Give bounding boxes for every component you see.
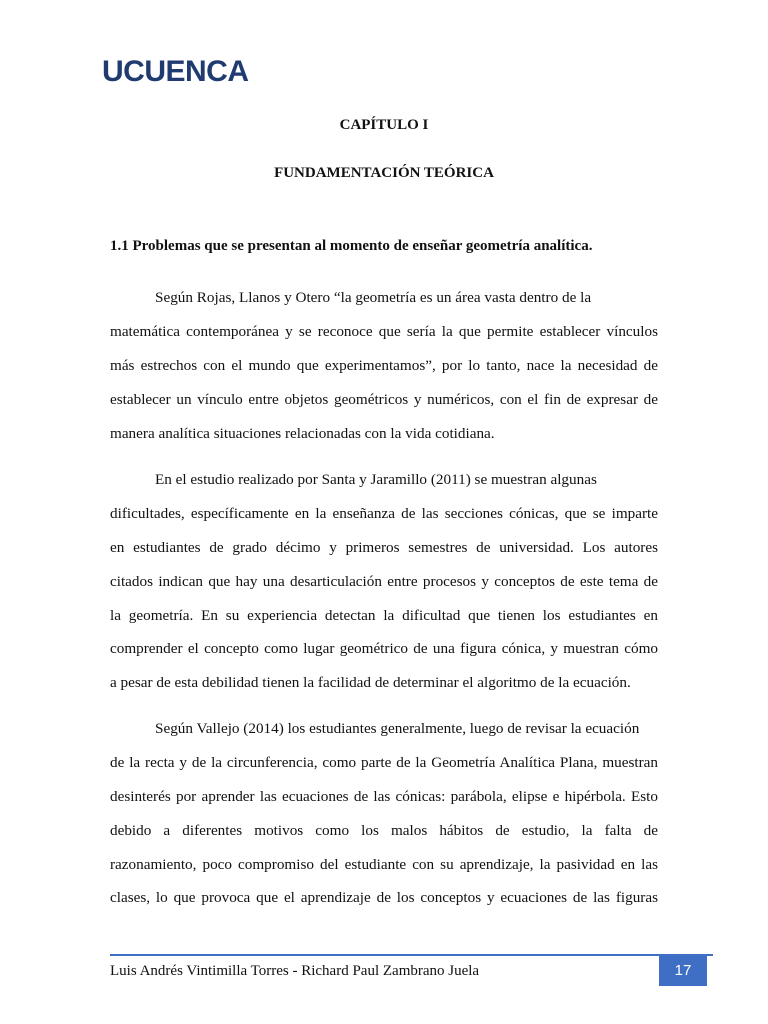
text-line: clases, lo que provoca que el aprendizaje de los conceptos y ecuaciones de las figuras [110,889,658,907]
text-line: Según Vallejo (2014) los estudiantes generalmente, luego de revisar la ecuación [155,720,640,737]
text-line: establecer un vínculo entre objetos geométricos y numéricos, con el fin de expresar de [110,390,658,408]
text-line: Según Rojas, Llanos y Otero “la geometría es un área vasta dentro de la [155,289,592,306]
text-line: comprender el concepto como lugar geométrico de una figura cónica, y muestran cómo [110,640,658,658]
text-line: desinterés por aprender las ecuaciones de las cónicas: parábola, elipse e hipérbola. Esto [110,787,658,805]
text-line: de la recta y de la circunferencia, como parte de la Geometría Analítica Plana, muestran [110,753,658,771]
chapter-number: CAPÍTULO I [339,117,429,133]
paragraph-1 [110,287,658,456]
text-line: la geometría. En su experiencia detectan la dificultad que tienen los estudiantes en [110,606,658,624]
text-line: matemática contemporánea y se reconoce que sería la que permite establecer vínculos [110,322,658,340]
footer-authors: Luis Andrés Vintimilla Torres - Richard Paul Zambrano Juela [110,963,480,979]
text-line: más estrechos con el mundo que experimentamos”, por lo tanto, nace la necesidad de [110,356,658,374]
text-line: dificultades, específicamente en la enseñanza de las secciones cónicas, que se imparte [110,504,658,522]
paragraph-2 [110,469,658,706]
paragraph-3 [110,718,658,921]
text-line: en estudiantes de grado décimo y primeros semestres de universidad. Los autores [110,538,658,556]
text-line: citados indican que hay una desarticulación entre procesos y conceptos de este tema de [110,572,658,590]
text-line: En el estudio realizado por Santa y Jaramillo (2011) se muestran algunas [155,471,597,488]
text-line: a pesar de esta debilidad tienen la facilidad de determinar el algoritmo de la ecuación. [110,674,631,692]
page-number: 17 [659,955,707,986]
footer-divider [110,954,713,956]
text-line: manera analítica situaciones relacionadas con la vida cotidiana. [110,424,495,442]
text-line: debido a diferentes motivos como los malos hábitos de estudio, la falta de [110,821,658,839]
university-logo: UCUENCA [102,55,249,88]
text-line: razonamiento, poco compromiso del estudiante con su aprendizaje, la pasividad en las [110,855,658,873]
chapter-title: FUNDAMENTACIÓN TEÓRICA [274,165,494,181]
section-heading: 1.1 Problemas que se presentan al momento de enseñar geometría analítica. [110,238,593,254]
